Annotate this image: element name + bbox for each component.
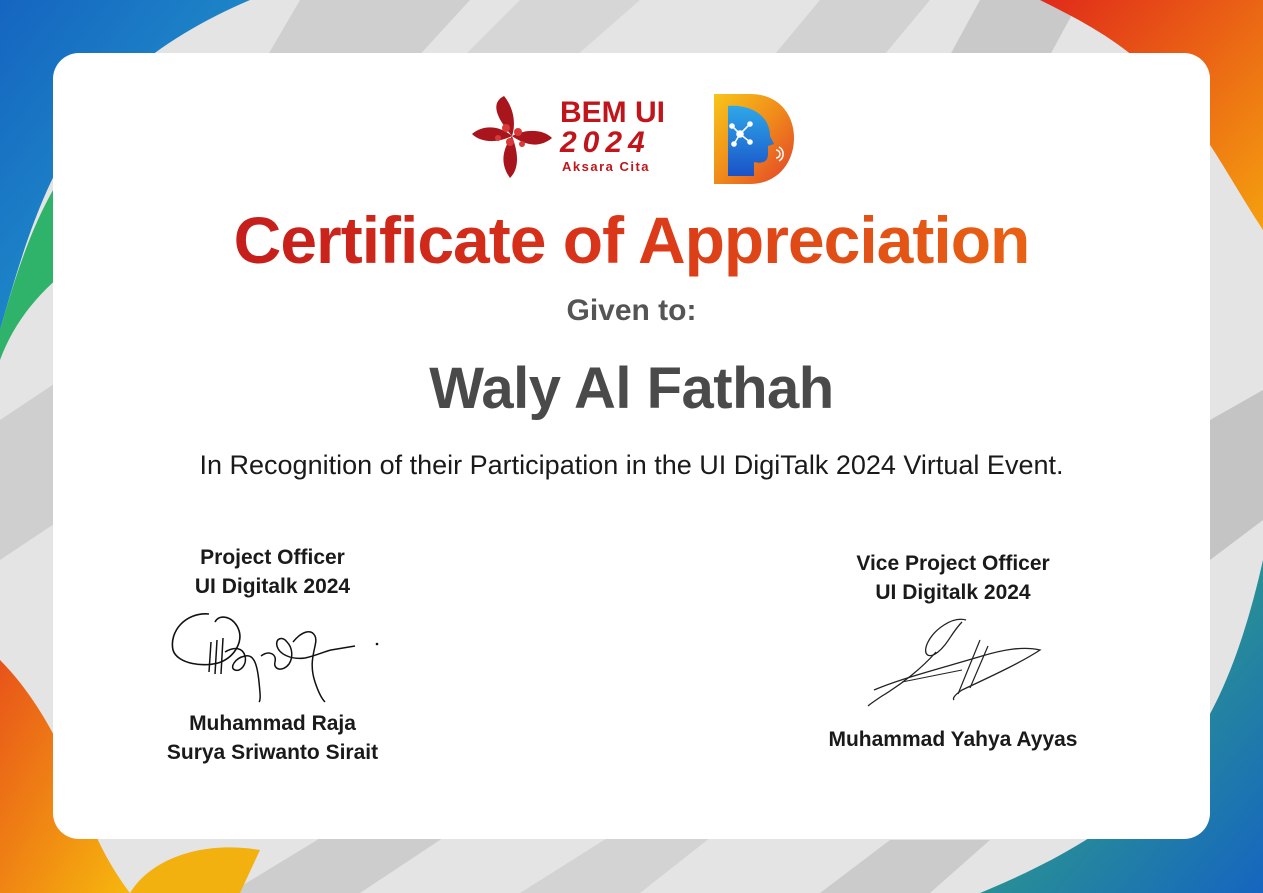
recognition-statement: In Recognition of their Participation in the UI DigiTalk 2024 Virtual Event.: [199, 450, 1064, 480]
bem-year-label: 2024: [560, 126, 651, 159]
signatory-project-officer-name: [140, 709, 405, 767]
bem-ui-flower-logo: [470, 94, 554, 180]
given-to-label: Given to:: [566, 294, 697, 327]
signatory-vice-project-officer-role: [800, 549, 1106, 607]
vice-project-officer-signature: [862, 612, 1052, 712]
name-line-1: Muhammad Raja: [189, 712, 356, 735]
bem-tagline: Aksara Cita: [562, 159, 651, 174]
name-line-2: Surya Sriwanto Sirait: [166, 741, 379, 764]
role-event: UI Digitalk 2024: [194, 575, 351, 598]
bem-ui-wordmark: [560, 98, 665, 173]
signatory-project-officer-role: [140, 543, 405, 601]
bem-ui-label: BEM UI: [560, 96, 665, 129]
signatory-vice-project-officer-name: [800, 725, 1106, 754]
project-officer-signature: [165, 602, 385, 707]
role-event: UI Digitalk 2024: [875, 581, 1031, 604]
role-title: Project Officer: [200, 546, 345, 569]
logo-group: [470, 92, 800, 188]
name-line-1: Muhammad Yahya Ayyas: [828, 728, 1078, 751]
recipient-name: Waly Al Fathah: [429, 356, 834, 421]
digitalk-d-logo: [710, 92, 796, 186]
role-title: Vice Project Officer: [856, 552, 1050, 575]
certificate-title: Certificate of Appreciation: [0, 200, 1263, 280]
